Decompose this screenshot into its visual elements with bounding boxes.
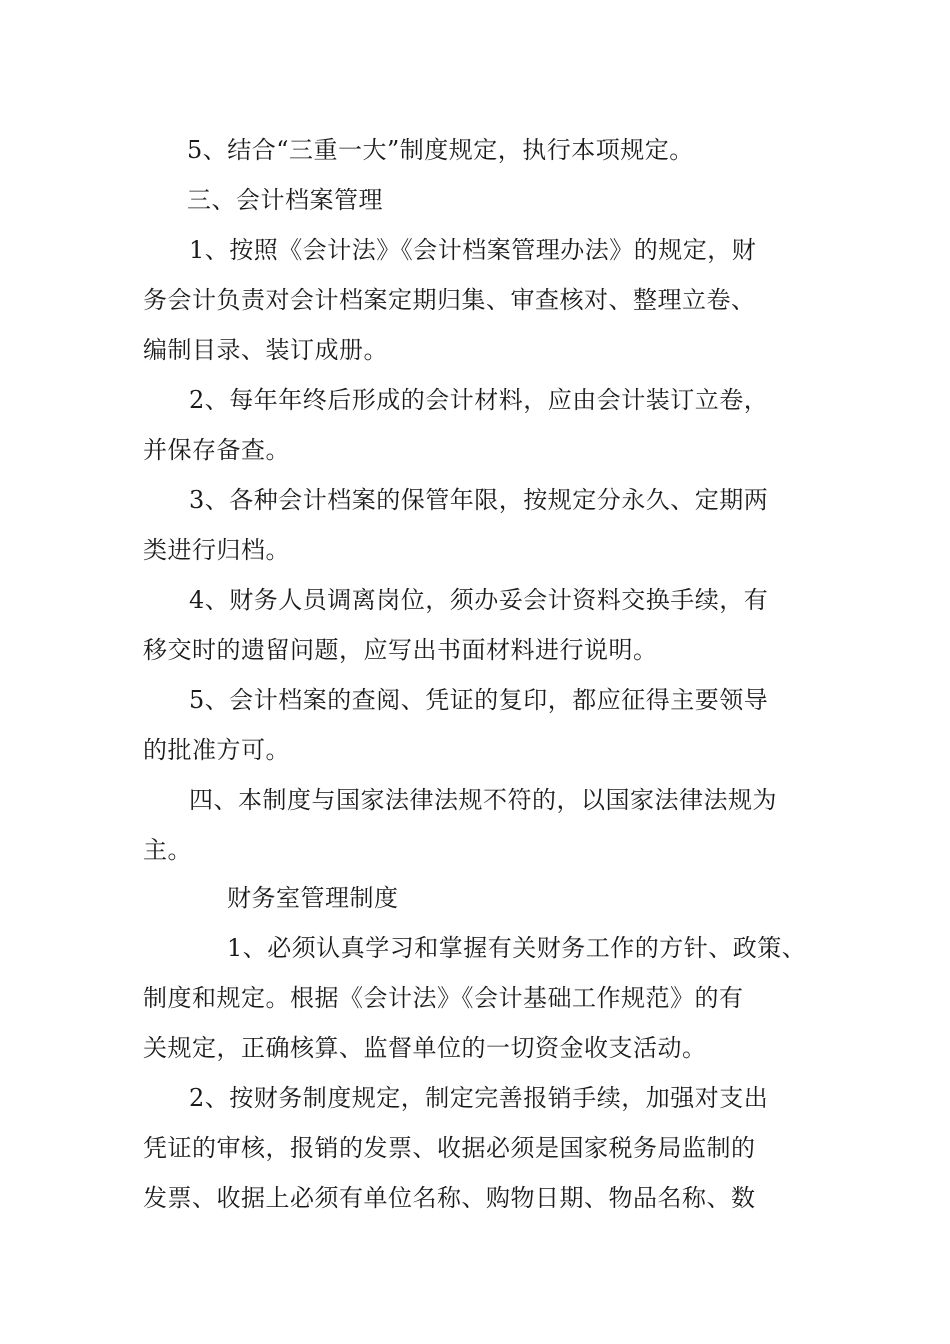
text-line: 编制目录、装订成册。 — [143, 336, 388, 364]
text-line: 5、结合“三重一大”制度规定，执行本项规定。 — [187, 136, 694, 164]
text-line: 4、财务人员调离岗位，须办妥会计资料交换手续，有 — [189, 586, 769, 614]
text-line: 1、按照《会计法》《会计档案管理办法》的规定，财 — [189, 236, 757, 264]
text-line: 1、必须认真学习和掌握有关财务工作的方针、政策、 — [227, 934, 807, 962]
text-line: 制度和规定。根据《会计法》《会计基础工作规范》的有 — [143, 984, 744, 1012]
section-heading: 三、会计档案管理 — [187, 186, 383, 214]
text-line: 发票、收据上必须有单位名称、购物日期、物品名称、数 — [143, 1184, 756, 1212]
text-line: 2、每年年终后形成的会计材料，应由会计装订立卷， — [189, 386, 769, 414]
text-line: 关规定，正确核算、监督单位的一切资金收支活动。 — [143, 1034, 707, 1062]
text-line: 移交时的遗留问题，应写出书面材料进行说明。 — [143, 636, 658, 664]
text-line: 的批准方可。 — [143, 736, 290, 764]
text-line: 类进行归档。 — [143, 536, 290, 564]
section-heading: 四、本制度与国家法律法规不符的，以国家法律法规为 — [189, 786, 777, 814]
text-line: 务会计负责对会计档案定期归集、审查核对、整理立卷、 — [143, 286, 756, 314]
text-line: 5、会计档案的查阅、凭证的复印，都应征得主要领导 — [189, 686, 769, 714]
text-line: 3、各种会计档案的保管年限，按规定分永久、定期两 — [189, 486, 769, 514]
text-line: 凭证的审核，报销的发票、收据必须是国家税务局监制的 — [143, 1134, 756, 1162]
text-line: 主。 — [143, 836, 192, 864]
text-line: 2、按财务制度规定，制定完善报销手续，加强对支出 — [189, 1084, 769, 1112]
document-title: 财务室管理制度 — [227, 884, 399, 912]
text-line: 并保存备查。 — [143, 436, 290, 464]
